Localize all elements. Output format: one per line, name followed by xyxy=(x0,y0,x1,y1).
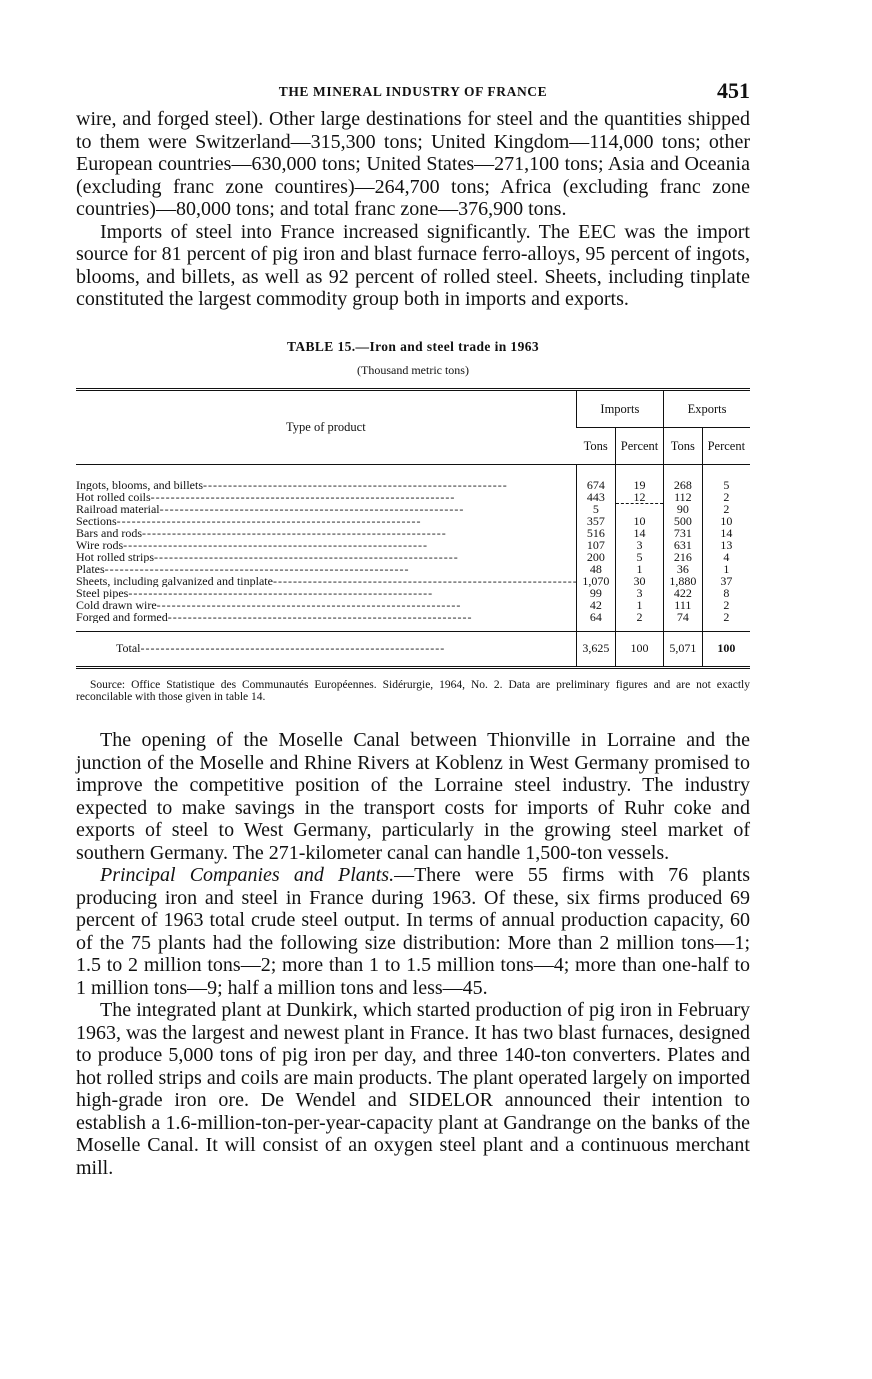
product-label: Hot rolled coils xyxy=(76,490,151,503)
exports-percent: 14 xyxy=(702,527,750,539)
imports-tons: 107 xyxy=(576,539,615,551)
imports-tons: 443 xyxy=(576,491,615,504)
product-label: Ingots, blooms, and billets xyxy=(76,478,203,491)
paragraph-5: The integrated plant at Dunkirk, which started production of pig iron in February 1963, was the largest and newest plant in France. It has two blast furnaces, designed to produce 5,000 tons of pig iron per day, and three 140-ton converters. Plates and hot rolled strips and coils are main products. The plant operated largely on imported high-grade iron ore. De Wendel and SIDELOR announced their intention to establish a 1.6-million-ton-per-year-capacity plant at Gandrange on the banks of the Moselle Canal. It will consist of an oxygen steel plant and a continuous merchant mill. xyxy=(76,999,750,1179)
imports-percent: 5 xyxy=(616,551,664,563)
exports-tons: 216 xyxy=(664,551,703,563)
imports-tons: 357 xyxy=(576,515,615,527)
imports-percent: 12 xyxy=(616,491,664,504)
imports-tons: 48 xyxy=(576,563,615,575)
table-row xyxy=(76,515,750,527)
total-exports-tons: 5,071 xyxy=(664,632,703,668)
imports-tons: 42 xyxy=(576,599,615,611)
section-heading: Principal Companies and Plants. xyxy=(100,864,395,886)
imports-tons: 200 xyxy=(576,551,615,563)
exports-percent: 2 xyxy=(702,491,750,504)
total-exports-percent: 100 xyxy=(702,632,750,668)
header-exports: Exports xyxy=(664,389,750,427)
paragraph-3: The opening of the Moselle Canal between Thionville in Lorraine and the junction of the Moselle and Rhine Rivers at Koblenz in West Germany promised to improve the competitive position of the Lorraine steel industry. The industry expected to make savings in the transport costs for imports of Ruhr coke and exports of steel to West Germany, particularly in the growing steel market of southern Germany. The 271-kilometer canal can handle 1,500-ton vessels. xyxy=(76,729,750,864)
table-row xyxy=(76,503,750,515)
product-label: Sheets, including galvanized and tinplate xyxy=(76,575,273,587)
exports-percent: 2 xyxy=(702,599,750,611)
product-label: Forged and formed xyxy=(76,611,168,623)
product-label: Hot rolled strips xyxy=(76,551,154,563)
imports-percent: 3 xyxy=(616,539,664,551)
exports-percent: 10 xyxy=(702,515,750,527)
exports-percent: 2 xyxy=(702,611,750,632)
table-row xyxy=(76,464,750,491)
imports-percent: 10 xyxy=(616,515,664,527)
table-row xyxy=(76,611,750,632)
imports-tons: 5 xyxy=(576,503,615,515)
exports-percent: 8 xyxy=(702,587,750,599)
table-row xyxy=(76,527,750,539)
exports-tons: 500 xyxy=(664,515,703,527)
paragraph-1: wire, and forged steel). Other large destinations for steel and the quantities shipped to them were Switzerland—315,300 tons; United Kingdom—114,000 tons; other European countries—630,000 tons; United States—271,100 tons; Asia and Oceania (excluding franc zone countires)—264,700 tons; Africa (excluding franc zone countries)—80,000 tons; and total franc zone—376,900 tons. xyxy=(76,108,750,220)
table-row xyxy=(76,551,750,563)
exports-tons: 631 xyxy=(664,539,703,551)
header-imports-tons: Tons xyxy=(576,427,615,464)
product-label: Cold drawn wire xyxy=(76,599,157,611)
trade-table xyxy=(76,388,750,670)
exports-percent: 1 xyxy=(702,563,750,575)
exports-tons: 111 xyxy=(664,599,703,611)
page-header xyxy=(76,78,750,108)
exports-percent: 13 xyxy=(702,539,750,551)
imports-tons: 64 xyxy=(576,611,615,632)
imports-percent: 30 xyxy=(616,575,664,587)
header-exports-percent: Percent xyxy=(702,427,750,464)
table-unit: (Thousand metric tons) xyxy=(357,362,469,377)
exports-percent: 37 xyxy=(702,575,750,587)
header-exports-tons: Tons xyxy=(664,427,703,464)
imports-percent: 19 xyxy=(616,464,664,491)
imports-percent: 14 xyxy=(616,527,664,539)
exports-tons: 74 xyxy=(664,611,703,632)
exports-tons: 268 xyxy=(664,464,703,491)
exports-percent: 2 xyxy=(702,503,750,515)
paragraph-2: Imports of steel into France increased significantly. The EEC was the import source for 81 percent of pig iron and blast furnace ferro-alloys, 95 percent of ingots, blooms, and billets, as well as 92 percent of rolled steel. Sheets, including tinplate constituted the largest commodity group both in imports and exports. xyxy=(76,220,750,310)
imports-percent: 1 xyxy=(616,599,664,611)
product-label: Plates xyxy=(76,563,105,575)
running-head: THE MINERAL INDUSTRY OF FRANCE xyxy=(278,84,548,99)
imports-percent: 2 xyxy=(616,611,664,632)
imports-tons: 1,070 xyxy=(576,575,615,587)
table-title: TABLE 15.—Iron and steel trade in 1963 xyxy=(286,338,540,354)
paragraph-4-text: —There were 55 firms with 76 plants producing iron and steel in France during 1963. Of these, six firms produced 69 percent of 1963 total crude steel output. In terms of annual production capacity, 60 of the 75 plants had the following size distribution: More than 2 million tons—1; 1.5 to 2 million tons—2; more than 1 to 1.5 million tons—4; more than one-half to 1 million tons—9; half a million tons and less—45. xyxy=(76,864,750,999)
total-imports-tons: 3,625 xyxy=(576,632,615,668)
table-row xyxy=(76,587,750,599)
table-total-row xyxy=(76,632,750,668)
total-imports-percent: 100 xyxy=(616,632,664,668)
imports-percent: 1 xyxy=(616,563,664,575)
product-label: Bars and rods xyxy=(76,527,142,539)
exports-tons: 36 xyxy=(664,563,703,575)
table-row xyxy=(76,491,750,504)
table-row xyxy=(76,575,750,587)
header-type-of-product: Type of product xyxy=(76,389,576,464)
exports-tons: 731 xyxy=(664,527,703,539)
imports-tons: 516 xyxy=(576,527,615,539)
paragraph-4 xyxy=(76,864,750,999)
header-imports: Imports xyxy=(576,389,663,427)
table-row xyxy=(76,539,750,551)
exports-tons: 1,880 xyxy=(664,575,703,587)
exports-percent: 4 xyxy=(702,551,750,563)
document-page xyxy=(76,78,750,1179)
page-number: 451 xyxy=(717,78,750,103)
exports-percent: 5 xyxy=(702,464,750,491)
total-label: Total xyxy=(116,642,141,654)
imports-tons: 99 xyxy=(576,587,615,599)
product-label: Railroad material xyxy=(76,503,160,515)
table-row xyxy=(76,563,750,575)
product-label: Steel pipes xyxy=(76,587,129,599)
table-row xyxy=(76,599,750,611)
imports-tons: 674 xyxy=(576,464,615,491)
product-label: Wire rods xyxy=(76,539,124,551)
product-label: Sections xyxy=(76,515,117,527)
header-imports-percent: Percent xyxy=(616,427,664,464)
imports-percent: 3 xyxy=(616,587,664,599)
table-source-note: Source: Office Statistique des Communautés Européennes. Sidérurgie, 1964, No. 2. Data are preliminary figures and are not exactly reconcilable with those given in table 14. xyxy=(76,679,750,703)
exports-tons: 112 xyxy=(664,491,703,504)
exports-tons: 422 xyxy=(664,587,703,599)
exports-tons: 90 xyxy=(664,503,703,515)
